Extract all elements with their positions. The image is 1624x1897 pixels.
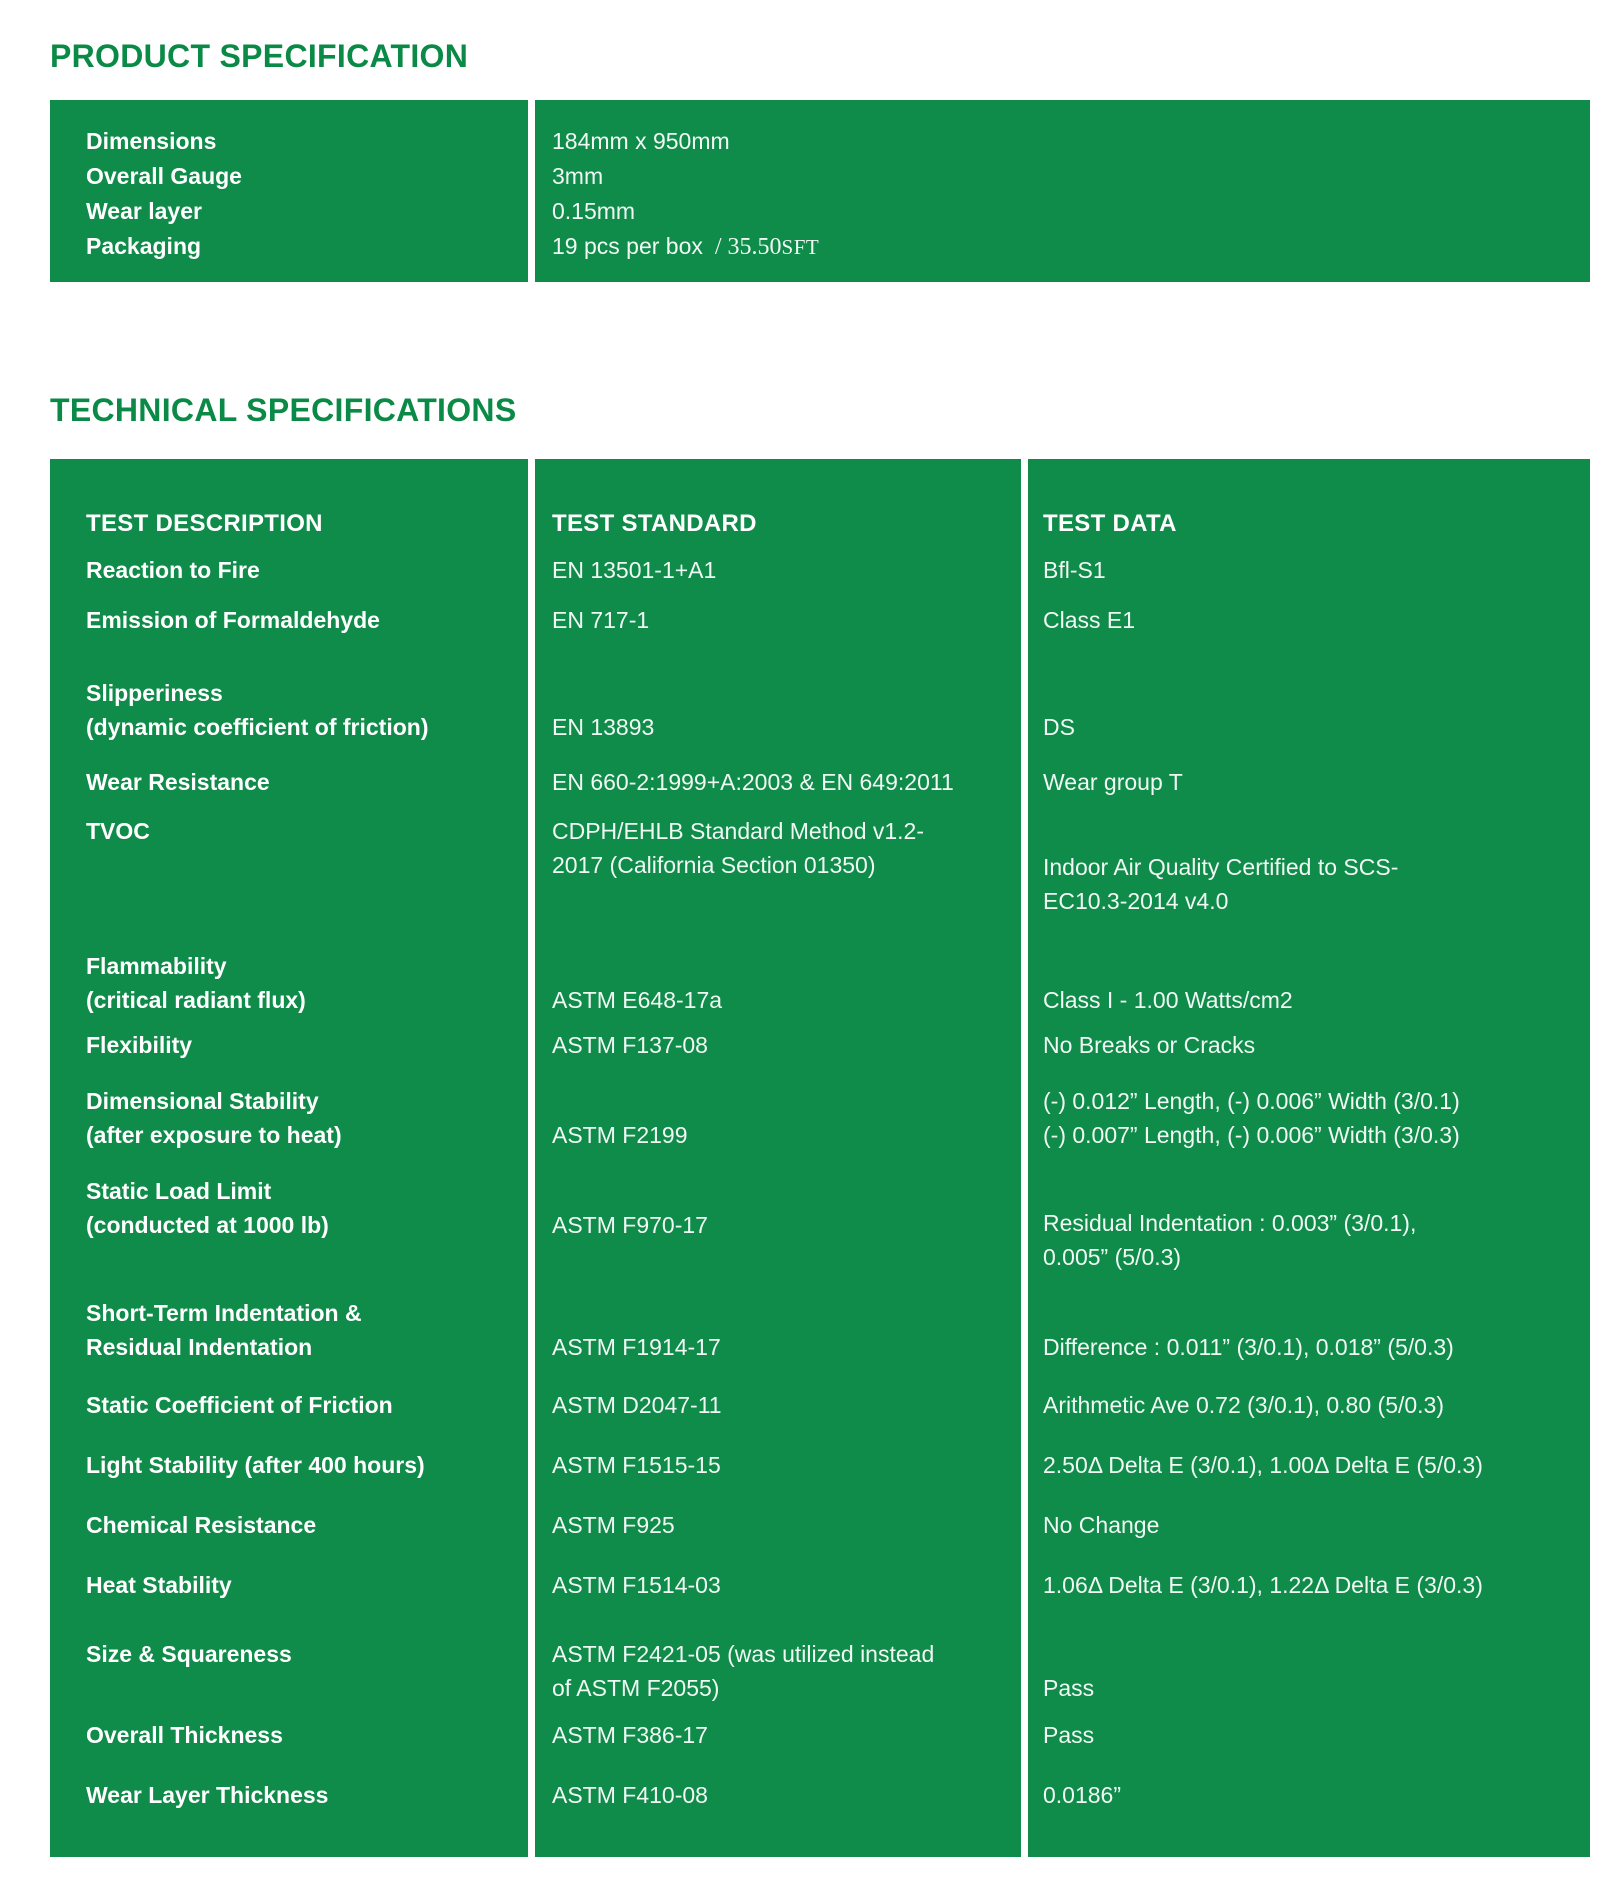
spec-value xyxy=(528,124,1590,159)
test-standard-cell xyxy=(528,1118,1021,1152)
column-header-test-standard: TEST STANDARD xyxy=(552,510,757,537)
standard-line: ASTM E648-17a xyxy=(552,987,723,1013)
standard-line: ASTM F410-08 xyxy=(552,1782,708,1808)
tech-spec-title: TECHNICAL SPECIFICATIONS xyxy=(50,392,517,428)
standard-line: ASTM D2047-11 xyxy=(552,1392,722,1418)
description-line: Wear Layer Thickness xyxy=(86,1782,329,1808)
standard-line: of ASTM F2055) xyxy=(552,1675,720,1701)
test-standard-cell xyxy=(528,1388,1021,1422)
description-line: Residual Indentation xyxy=(86,1334,313,1360)
test-standard-cell xyxy=(528,1637,1021,1705)
standard-line: ASTM F925 xyxy=(552,1512,675,1538)
spec-label: Overall Gauge xyxy=(86,163,242,189)
standard-line: ASTM F1515-15 xyxy=(552,1452,721,1478)
standard-line: ASTM F2421-05 (was utilized instead xyxy=(552,1641,935,1667)
description-line: Chemical Resistance xyxy=(86,1512,317,1538)
test-description-cell xyxy=(50,765,528,799)
test-description-cell xyxy=(50,1718,528,1752)
spec-value xyxy=(528,159,1590,194)
spec-label: Packaging xyxy=(86,233,202,259)
standard-line: ASTM F1914-17 xyxy=(552,1334,721,1360)
test-description-cell xyxy=(50,1568,528,1602)
standard-line: ASTM F386-17 xyxy=(552,1722,708,1748)
product-spec-row xyxy=(50,229,1590,264)
description-line: (critical radiant flux) xyxy=(86,987,306,1013)
data-line: Pass xyxy=(1043,1675,1095,1701)
description-line: (conducted at 1000 lb) xyxy=(86,1212,329,1238)
test-data-cell xyxy=(1021,710,1590,744)
description-line: (after exposure to heat) xyxy=(86,1122,342,1148)
tech-table-header xyxy=(50,507,1590,541)
description-line: Heat Stability xyxy=(86,1572,232,1598)
description-line: Static Load Limit xyxy=(86,1178,272,1204)
product-spec-row xyxy=(50,159,1590,194)
test-description-cell xyxy=(50,1778,528,1812)
table-divider xyxy=(528,459,535,1857)
data-line: 0.005” (5/0.3) xyxy=(1043,1244,1182,1270)
description-line: Overall Thickness xyxy=(86,1722,283,1748)
data-line: DS xyxy=(1043,714,1075,740)
standard-line: ASTM F970-17 xyxy=(552,1212,708,1238)
tech-spec-row xyxy=(50,744,1590,799)
test-data-cell xyxy=(1021,1028,1590,1062)
description-line: Size & Squareness xyxy=(86,1641,292,1667)
test-data-cell xyxy=(1021,1206,1590,1274)
tech-spec-row xyxy=(50,799,1590,914)
tech-spec-row xyxy=(50,541,1590,587)
table-divider xyxy=(528,100,535,282)
test-standard-cell xyxy=(528,1028,1021,1062)
test-description-cell xyxy=(50,676,528,744)
standard-line: ASTM F1514-03 xyxy=(552,1572,721,1598)
test-standard-cell xyxy=(528,814,1021,882)
data-line: EC10.3-2014 v4.0 xyxy=(1043,888,1229,914)
tech-spec-row xyxy=(50,1152,1590,1270)
spec-value xyxy=(528,194,1590,229)
data-line: No Change xyxy=(1043,1512,1160,1538)
spec-value-serif: / 35.50 xyxy=(714,234,782,260)
test-standard-cell xyxy=(528,1508,1021,1542)
standard-line: EN 13893 xyxy=(552,714,655,740)
data-line: Pass xyxy=(1043,1722,1095,1748)
spec-value-text: 19 pcs per box xyxy=(552,233,703,259)
test-data-cell xyxy=(1021,1778,1590,1812)
spec-label: Dimensions xyxy=(86,128,217,154)
description-line: (dynamic coefficient of friction) xyxy=(86,714,429,740)
standard-line: EN 717-1 xyxy=(552,607,650,633)
description-line: Flexibility xyxy=(86,1032,193,1058)
description-line: Wear Resistance xyxy=(86,769,270,795)
test-data-cell xyxy=(1021,850,1590,918)
standard-line: EN 660-2:1999+A:2003 & EN 649:2011 xyxy=(552,769,954,795)
tech-spec-table xyxy=(50,459,1590,1857)
spec-value xyxy=(528,229,1590,264)
spec-label: Wear layer xyxy=(86,198,202,224)
test-data-cell xyxy=(1021,765,1590,799)
test-standard-cell xyxy=(528,1568,1021,1602)
product-spec-rows xyxy=(50,124,1590,264)
data-line: 2.50Δ Delta E (3/0.1), 1.00Δ Delta E (5/0.3) xyxy=(1043,1452,1483,1478)
description-line: Flammability xyxy=(86,953,227,979)
spec-value-text: 3mm xyxy=(552,163,604,189)
product-spec-table xyxy=(50,100,1590,282)
test-standard-cell xyxy=(528,765,1021,799)
tech-spec-row xyxy=(50,587,1590,637)
test-data-cell xyxy=(1021,1671,1590,1705)
tech-spec-row xyxy=(50,1482,1590,1542)
data-line: No Breaks or Cracks xyxy=(1043,1032,1256,1058)
test-standard-cell xyxy=(528,1718,1021,1752)
tech-spec-row xyxy=(50,637,1590,744)
test-description-cell xyxy=(50,1084,528,1152)
test-description-cell xyxy=(50,1508,528,1542)
description-line: Light Stability (after 400 hours) xyxy=(86,1452,425,1478)
spec-value-serif-caps: SFT xyxy=(781,235,820,259)
standard-line: ASTM F2199 xyxy=(552,1122,688,1148)
test-data-cell xyxy=(1021,603,1590,637)
test-data-cell xyxy=(1021,1330,1590,1364)
description-line: Short-Term Indentation & xyxy=(86,1300,362,1326)
tech-spec-row xyxy=(50,1705,1590,1752)
test-data-cell xyxy=(1021,1568,1590,1602)
description-line: Dimensional Stability xyxy=(86,1088,319,1114)
test-description-cell xyxy=(50,1637,528,1705)
data-line: 0.0186” xyxy=(1043,1782,1122,1808)
test-data-cell xyxy=(1021,1718,1590,1752)
tech-spec-rows xyxy=(50,541,1590,1812)
description-line: Slipperiness xyxy=(86,680,223,706)
test-data-cell xyxy=(1021,553,1590,587)
data-line: Indoor Air Quality Certified to SCS- xyxy=(1043,854,1399,880)
test-standard-cell xyxy=(528,553,1021,587)
data-line: Arithmetic Ave 0.72 (3/0.1), 0.80 (5/0.3) xyxy=(1043,1392,1445,1418)
test-description-cell xyxy=(50,949,528,1017)
test-description-cell xyxy=(50,1174,528,1242)
description-line: Emission of Formaldehyde xyxy=(86,607,380,633)
tech-spec-row xyxy=(50,1062,1590,1152)
spec-value-text: 0.15mm xyxy=(552,198,636,224)
data-line: Class E1 xyxy=(1043,607,1136,633)
test-standard-cell xyxy=(528,1330,1021,1364)
spec-value-text: 184mm x 950mm xyxy=(552,128,730,154)
test-standard-cell xyxy=(528,603,1021,637)
test-standard-cell xyxy=(528,1778,1021,1812)
test-data-cell xyxy=(1021,1508,1590,1542)
data-line: (-) 0.012” Length, (-) 0.006” Width (3/0.1) xyxy=(1043,1088,1460,1114)
test-data-cell xyxy=(1021,983,1590,1017)
column-header-test-data: TEST DATA xyxy=(1043,510,1177,537)
table-divider xyxy=(1021,459,1028,1857)
product-spec-row xyxy=(50,194,1590,229)
data-line: Class I - 1.00 Watts/cm2 xyxy=(1043,987,1293,1013)
test-description-cell xyxy=(50,1388,528,1422)
test-description-cell xyxy=(50,603,528,637)
test-description-cell xyxy=(50,814,528,882)
test-data-cell xyxy=(1021,1388,1590,1422)
data-line: Residual Indentation : 0.003” (3/0.1), xyxy=(1043,1210,1417,1236)
data-line: Bfl-S1 xyxy=(1043,557,1106,583)
spec-sheet-page xyxy=(50,0,1590,1857)
product-spec-row xyxy=(50,124,1590,159)
description-line: Static Coefficient of Friction xyxy=(86,1392,393,1418)
test-standard-cell xyxy=(528,1448,1021,1482)
data-line: (-) 0.007” Length, (-) 0.006” Width (3/0.3) xyxy=(1043,1122,1460,1148)
data-line: 1.06Δ Delta E (3/0.1), 1.22Δ Delta E (3/0.3) xyxy=(1043,1572,1483,1598)
description-line: TVOC xyxy=(86,818,150,844)
tech-spec-row xyxy=(50,1364,1590,1422)
tech-spec-row xyxy=(50,1602,1590,1705)
test-description-cell xyxy=(50,553,528,587)
test-standard-cell xyxy=(528,1208,1021,1242)
column-header-test-description: TEST DESCRIPTION xyxy=(86,510,323,537)
tech-spec-row xyxy=(50,1542,1590,1602)
data-line: Wear group T xyxy=(1043,769,1183,795)
product-spec-title: PRODUCT SPECIFICATION xyxy=(50,38,469,74)
standard-line: 2017 (California Section 01350) xyxy=(552,852,876,878)
description-line: Reaction to Fire xyxy=(86,557,260,583)
standard-line: EN 13501-1+A1 xyxy=(552,557,717,583)
test-data-cell xyxy=(1021,1084,1590,1152)
tech-spec-row xyxy=(50,1752,1590,1812)
standard-line: CDPH/EHLB Standard Method v1.2- xyxy=(552,818,925,844)
test-standard-cell xyxy=(528,983,1021,1017)
tech-spec-row xyxy=(50,1017,1590,1062)
test-data-cell xyxy=(1021,1448,1590,1482)
test-description-cell xyxy=(50,1028,528,1062)
data-line: Difference : 0.011” (3/0.1), 0.018” (5/0.3) xyxy=(1043,1334,1454,1360)
test-standard-cell xyxy=(528,710,1021,744)
test-description-cell xyxy=(50,1448,528,1482)
standard-line: ASTM F137-08 xyxy=(552,1032,708,1058)
test-description-cell xyxy=(50,1296,528,1364)
tech-spec-row xyxy=(50,1422,1590,1482)
